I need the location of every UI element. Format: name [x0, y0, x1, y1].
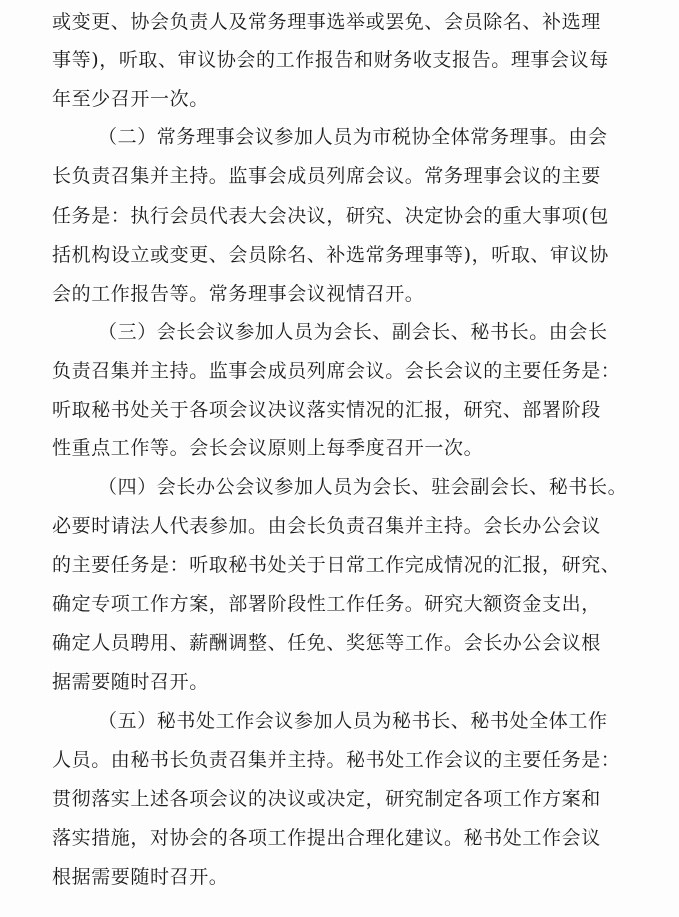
text-line: 贯彻落实上述各项会议的决议或决定，研究制定各项工作方案和: [52, 788, 601, 810]
text-line: 任务是：执行会员代表大会决议，研究、决定协会的重大事项(包: [52, 205, 609, 227]
text-line: 年至少召开一次。: [52, 88, 209, 110]
text-line: 据需要随时召开。: [52, 671, 209, 693]
text-line: 事等)，听取、审议协会的工作报告和财务收支报告。理事会议每: [52, 49, 609, 71]
text-line: （三）会长会议参加人员为会长、副会长、秘书长。由会长: [98, 321, 608, 343]
text-line: 确定专项工作方案，部署阶段性工作任务。研究大额资金支出，: [52, 593, 601, 615]
text-line: 的主要任务是：听取秘书处关于日常工作完成情况的汇报，研究、: [52, 554, 621, 576]
text-line: 必要时请法人代表参加。由会长负责召集并主持。会长办公会议: [52, 515, 601, 537]
text-line: 人员。由秘书长负责召集并主持。秘书处工作会议的主要任务是：: [52, 749, 621, 771]
text-line: 落实措施，对协会的各项工作提出合理化建议。秘书处工作会议: [52, 827, 601, 849]
text-line: 括机构设立或变更、会员除名、补选常务理事等)，听取、审议协: [52, 244, 609, 266]
text-line: 负责召集并主持。监事会成员列席会议。会长会议的主要任务是：: [52, 360, 621, 382]
text-line: 会的工作报告等。常务理事会议视情召开。: [52, 283, 425, 305]
text-line: 确定人员聘用、薪酬调整、任免、奖惩等工作。会长办公会议根: [52, 632, 601, 654]
text-line: （五）秘书处工作会议参加人员为秘书长、秘书处全体工作: [98, 710, 608, 732]
text-line: 性重点工作等。会长会议原则上每季度召开一次。: [52, 437, 484, 459]
text-line: 根据需要随时召开。: [52, 866, 229, 888]
text-line: 或变更、协会负责人及常务理事选举或罢免、会员除名、补选理: [52, 11, 601, 33]
text-line: 听取秘书处关于各项会议决议落实情况的汇报，研究、部署阶段: [52, 399, 601, 421]
text-line: （四）会长办公会议参加人员为会长、驻会副会长、秘书长。: [98, 476, 628, 498]
text-line: 长负责召集并主持。监事会成员列席会议。常务理事会议的主要: [52, 165, 601, 187]
text-line: （二）常务理事会议参加人员为市税协全体常务理事。由会: [98, 126, 608, 148]
